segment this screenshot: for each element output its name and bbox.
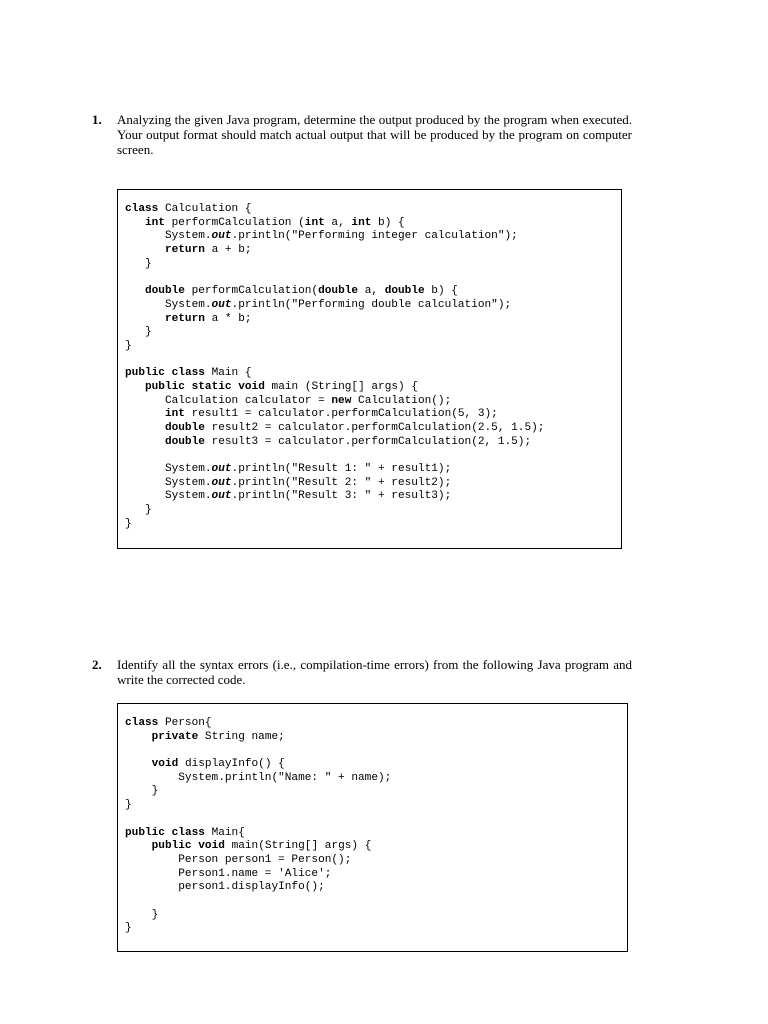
code-line: Calculation calculator = new Calculation(); [125, 394, 452, 407]
code-line: System.out.println("Performing integer calculation"); [125, 230, 518, 243]
code-line: person1.displayInfo(); [125, 881, 325, 894]
code-line: } [125, 908, 159, 921]
code-line: public class Main{ [125, 826, 245, 839]
code-line: return a + b; [164, 244, 252, 257]
question-text: Identify all the syntax errors (i.e., compilation-time errors) from the following Java program and write the corrected code. [117, 657, 632, 687]
code-line: double result3 = calculator.performCalculation(2, 1.5); [164, 435, 532, 448]
code-line: int result1 = calculator.performCalculation(5, 3); [164, 408, 498, 421]
code-line [125, 895, 391, 909]
code-line: System.println("Name: " + name); [125, 771, 392, 784]
code-line: System.out.println("Result 1: " + result1); [125, 463, 452, 476]
code-line: void displayInfo() { [151, 758, 285, 771]
question-number: 1. [92, 112, 102, 127]
code-line [125, 744, 391, 758]
code-line: class Person{ [125, 717, 212, 729]
code-line: int performCalculation (int a, int b) { [144, 216, 405, 229]
code-listing-1 [125, 203, 544, 532]
code-line: } [125, 517, 132, 530]
question-2 [92, 657, 632, 687]
code-line: System.out.println("Result 3: " + result3); [125, 490, 452, 503]
code-listing-2 [125, 717, 391, 936]
code-line: } [125, 785, 159, 798]
code-line [125, 354, 544, 368]
code-line: } [125, 326, 152, 339]
code-line: Person1.name = 'Alice'; [125, 867, 332, 880]
code-line [125, 813, 391, 827]
code-line: } [125, 339, 132, 352]
code-line: public void main(String[] args) { [151, 840, 372, 853]
code-line: } [125, 504, 152, 517]
code-line: private String name; [151, 730, 285, 743]
code-line: public class Main { [125, 367, 252, 380]
code-line: public static void main (String[] args) { [144, 380, 418, 393]
question-1 [92, 112, 632, 157]
code-line: Person person1 = Person(); [125, 853, 352, 866]
code-line [125, 449, 544, 463]
code-line: } [125, 257, 152, 270]
question-number: 2. [92, 657, 102, 672]
code-line: } [125, 922, 132, 935]
code-line [125, 271, 544, 285]
code-line: class Calculation { [125, 203, 252, 215]
code-box-2 [117, 703, 628, 952]
code-line: System.out.println("Result 2: " + result2); [125, 476, 452, 489]
code-line: double performCalculation(double a, double b) { [144, 285, 458, 298]
code-line: System.out.println("Performing double calculation"); [125, 298, 512, 311]
code-box-1 [117, 189, 622, 549]
code-line: } [125, 799, 132, 812]
question-text: Analyzing the given Java program, determine the output produced by the program when executed. Your output format should match actual output that will be produced by the program on computer screen. [117, 112, 632, 157]
code-line: return a * b; [164, 312, 252, 325]
code-line: double result2 = calculator.performCalculation(2.5, 1.5); [164, 422, 545, 434]
